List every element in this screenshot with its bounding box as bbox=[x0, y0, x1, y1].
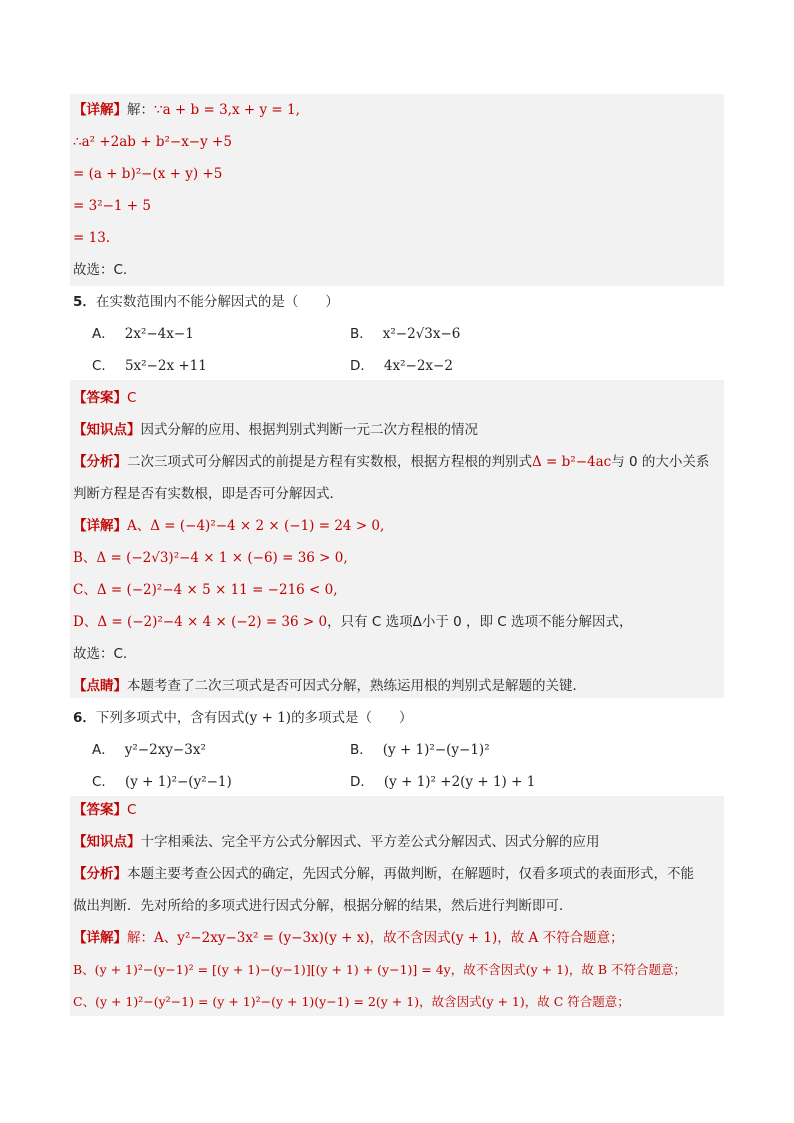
option-expr: 4x²−2x−2 bbox=[383, 358, 453, 374]
option-label: B． bbox=[350, 742, 373, 758]
q5-knowledge bbox=[73, 418, 478, 442]
option-expr: (y + 1)²−(y²−1) bbox=[124, 774, 232, 790]
q6-option-c bbox=[92, 770, 232, 794]
option-expr: 5x²−2x +11 bbox=[124, 358, 207, 374]
option-expr: 2x²−4x−1 bbox=[124, 326, 194, 342]
q6-option-b bbox=[350, 738, 490, 762]
knowledge-tag: 【知识点】 bbox=[73, 422, 141, 438]
option-expr: x²−2√3x−6 bbox=[382, 326, 461, 342]
q4-step-2: = (a + b)²−(x + y) +5 bbox=[73, 166, 223, 182]
q5-detail-c: C、Δ = (−2)²−4 × 5 × 11 = −216 < 0, bbox=[73, 582, 338, 598]
detail-prefix: 解： bbox=[127, 102, 154, 118]
analysis-tag: 【分析】 bbox=[73, 866, 127, 882]
q5-answer bbox=[73, 386, 136, 410]
answer-tag: 【答案】 bbox=[73, 802, 127, 818]
q6-answer bbox=[73, 798, 136, 822]
q5-option-d bbox=[350, 354, 453, 378]
knowledge-tag: 【知识点】 bbox=[73, 834, 141, 850]
q4-detail-block bbox=[70, 94, 724, 286]
q5-option-b bbox=[350, 322, 460, 346]
option-expr: y²−2xy−3x² bbox=[124, 742, 206, 758]
detail-expr: D、Δ = (−2)²−4 × 4 × (−2) = 36 > 0 bbox=[73, 614, 328, 630]
q4-step-1: ∴a² +2ab + b²−x−y +5 bbox=[73, 134, 232, 150]
option-label: D． bbox=[350, 774, 374, 790]
q6-analysis-1 bbox=[73, 862, 694, 886]
detail-tag: 【详解】 bbox=[73, 102, 127, 118]
q6-option-a bbox=[92, 738, 206, 762]
detail-expr: A、Δ = (−4)²−4 × 2 × (−1) = 24 > 0, bbox=[127, 518, 385, 534]
discriminant-formula: Δ = b²−4ac bbox=[532, 454, 612, 470]
option-label: A． bbox=[92, 326, 115, 342]
q4-step-3: = 3²−1 + 5 bbox=[73, 198, 151, 214]
detail-expr: 解：A、y²−2xy−3x² = (y−3x)(y + x)，故不含因式(y + 1)，故 A 不符合题意； bbox=[127, 930, 624, 946]
q6-stem-text: 的多项式是（ ） bbox=[291, 710, 413, 726]
q6-knowledge bbox=[73, 830, 600, 854]
q4-choice: 故选：C. bbox=[73, 262, 128, 278]
analysis-text: 二次三项式可分解因式的前提是方程有实数根，根据方程根的判别式 bbox=[127, 454, 532, 470]
option-label: D． bbox=[350, 358, 374, 374]
q4-detail-line bbox=[73, 98, 300, 122]
answer-value: C bbox=[127, 802, 137, 818]
q5-detail-b: B、Δ = (−2√3)²−4 × 1 × (−6) = 36 > 0, bbox=[73, 550, 348, 566]
analysis-tag: 【分析】 bbox=[73, 454, 127, 470]
q6-number: 6． bbox=[73, 710, 96, 726]
comment-text: 本题考查了二次三项式是否可因式分解，熟练运用根的判别式是解题的关键． bbox=[127, 678, 586, 694]
q6-stem-expr: (y + 1) bbox=[244, 710, 292, 726]
q5-number: 5． bbox=[73, 294, 96, 310]
option-label: A． bbox=[92, 742, 115, 758]
q6-stem-text: 下列多项式中，含有因式 bbox=[95, 710, 245, 726]
detail-expr: ∵a + b = 3,x + y = 1, bbox=[154, 102, 300, 118]
q5-stem-text: 在实数范围内不能分解因式的是（ ） bbox=[95, 294, 339, 310]
q4-step-4: = 13. bbox=[73, 230, 111, 246]
q5-option-a bbox=[92, 322, 194, 346]
detail-tag: 【详解】 bbox=[73, 930, 127, 946]
q5-detail-d bbox=[73, 610, 633, 634]
q5-option-c bbox=[92, 354, 207, 378]
q6-detail-c: C、(y + 1)²−(y²−1) = (y + 1)²−(y + 1)(y−1) = 2(y + 1)，故含因式(y + 1)，故 C 符合题意； bbox=[73, 994, 630, 1009]
detail-tag: 【详解】 bbox=[73, 518, 127, 534]
analysis-text: 与 0 的大小关系 bbox=[611, 454, 710, 470]
answer-value: C bbox=[127, 390, 137, 406]
knowledge-text: 因式分解的应用、根据判别式判断一元二次方程根的情况 bbox=[140, 422, 478, 438]
q6-analysis-2: 做出判断．先对所给的多项式进行因式分解，根据分解的结果，然后进行判断即可． bbox=[73, 898, 573, 914]
q5-choice: 故选：C. bbox=[73, 646, 128, 662]
q5-stem bbox=[73, 290, 339, 314]
q6-option-d bbox=[350, 770, 535, 794]
knowledge-text: 十字相乘法、完全平方公式分解因式、平方差公式分解因式、因式分解的应用 bbox=[140, 834, 600, 850]
analysis-text: 本题主要考查公因式的确定，先因式分解，再做判断，在解题时，仅看多项式的表面形式，不能 bbox=[127, 866, 694, 882]
q5-comment bbox=[73, 674, 586, 698]
q6-detail-b: B、(y + 1)²−(y−1)² = [(y + 1)−(y−1)][(y + 1) + (y−1)] = 4y，故不含因式(y + 1)，故 B 不符合题意； bbox=[73, 962, 687, 977]
q5-analysis-1 bbox=[73, 450, 709, 474]
option-label: B． bbox=[350, 326, 373, 342]
q6-stem bbox=[73, 706, 413, 730]
detail-text: ，只有 C 选项Δ小于 0 ，即 C 选项不能分解因式， bbox=[327, 614, 633, 630]
comment-tag: 【点睛】 bbox=[73, 678, 127, 694]
option-label: C． bbox=[92, 774, 115, 790]
option-label: C． bbox=[92, 358, 115, 374]
q6-detail-a bbox=[73, 926, 624, 950]
option-expr: (y + 1)² +2(y + 1) + 1 bbox=[383, 774, 536, 790]
q5-analysis-2: 判断方程是否有实数根，即是否可分解因式． bbox=[73, 486, 343, 502]
option-expr: (y + 1)²−(y−1)² bbox=[382, 742, 490, 758]
q5-detail-a bbox=[73, 514, 384, 538]
answer-tag: 【答案】 bbox=[73, 390, 127, 406]
